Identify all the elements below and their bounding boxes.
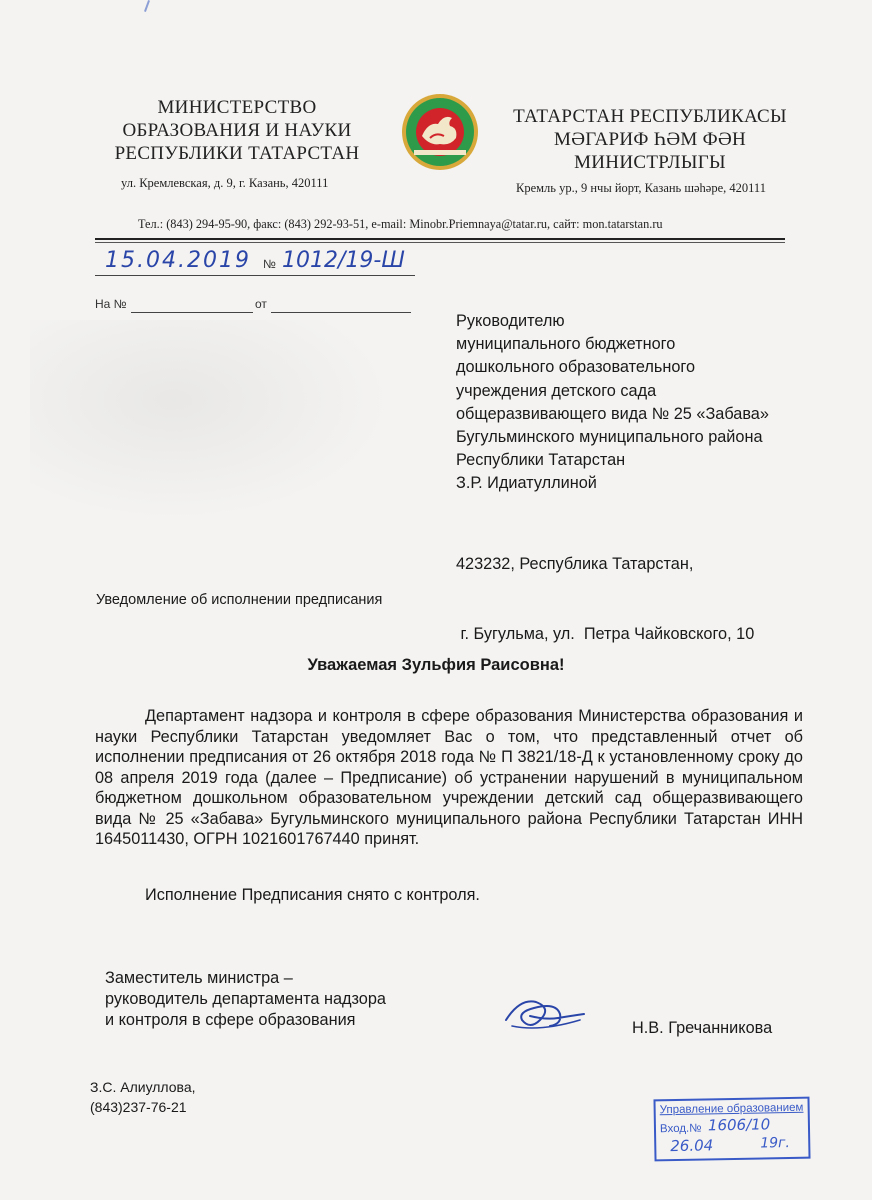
- header-left-line: РЕСПУБЛИКИ ТАТАРСТАН: [114, 143, 360, 164]
- recipient-line: Республики Татарстан: [456, 451, 626, 470]
- header-divider: [95, 238, 785, 240]
- recipient-line: общеразвивающего вида № 25 «Забава»: [456, 404, 769, 423]
- recipient-line: Бугульминского муниципального района: [456, 428, 763, 447]
- stamp-incoming-label: Вход.№: [659, 1122, 702, 1136]
- header-right-line: МӘГАРИФ ҺӘМ ФӘН: [554, 129, 746, 150]
- bleed-through: [30, 320, 390, 520]
- header-left-line: ОБРАЗОВАНИЯ И НАУКИ: [122, 120, 352, 141]
- executor-phone: (843)237-76-21: [90, 1099, 187, 1115]
- registration-date: 15.04.2019: [105, 248, 251, 273]
- header-divider-thin: [95, 242, 785, 243]
- subject-line: Уведомление об исполнении предписания: [96, 592, 383, 608]
- recipient-block: [456, 310, 836, 496]
- incoming-stamp: [653, 1097, 810, 1162]
- stamp-date: 26.04: [670, 1136, 714, 1156]
- recipient-line: дошкольного образовательного: [456, 358, 696, 377]
- header-right-line: МИНИСТРЛЫГЫ: [574, 152, 726, 173]
- header-left-title: [92, 96, 382, 165]
- header-right-line: ТАТАРСТАН РЕСПУБЛИКАСЫ: [513, 106, 787, 127]
- ref-number-underline: [131, 312, 253, 313]
- recipient-line: З.Р. Идиатуллиной: [456, 474, 597, 493]
- salutation: Уважаемая Зульфия Раисовна!: [307, 656, 565, 674]
- signer-position: [105, 968, 386, 1031]
- executor-block: [90, 1077, 196, 1117]
- signer-position-line: Заместитель министра –: [105, 969, 293, 987]
- ref-label: На №: [95, 297, 127, 311]
- reference-line: [95, 297, 415, 317]
- executor-name: З.С. Алиуллова,: [90, 1079, 196, 1095]
- recipient-address: [456, 507, 836, 669]
- number-label: №: [263, 257, 276, 271]
- stamp-incoming-number: 1606/10: [707, 1115, 771, 1135]
- tatarstan-coat-of-arms-icon: [400, 92, 480, 172]
- header-right-address: Кремль ур., 9 нчы йорт, Казань шәһәре, 420111: [516, 181, 766, 195]
- recipient-line: учреждения детского сада: [456, 381, 657, 400]
- header-contacts: Тел.: (843) 294-95-90, факс: (843) 292-93-51, e-mail: Minobr.Priemnaya@tatar.ru, сайт: mon.tatarstan.ru: [138, 217, 663, 231]
- ref-date-underline: [271, 312, 411, 313]
- recipient-line: Руководителю: [456, 312, 565, 330]
- registration-underline: [95, 275, 415, 276]
- recipient-line: муниципального бюджетного: [456, 335, 676, 354]
- signer-position-line: руководитель департамента надзора: [105, 990, 386, 1008]
- registration-line: [95, 248, 415, 280]
- stamp-year: 19г.: [760, 1134, 791, 1152]
- body-paragraph: Департамент надзора и контроля в сфере образования Министерства образования и науки Республики Татарстан уведомляет Вас о том, что представленный отчет об исполнении предписания от 26 октября 2018 года № П 3821/18-Д к установленному сроку до 08 апреля 2019 года (далее – Предписание) об устранении нарушений в муниципальном бюджетном дошкольном образовательном учреждении детский сад общеразвивающего вида № 25 «Забава» Бугульминского муниципального района Республики Татарстан ИНН 1645011430, ОГРН 1021601767440 принят.: [95, 707, 803, 848]
- stamp-title: Управление образованием: [659, 1101, 804, 1117]
- header-left-line: МИНИСТЕРСТВО: [157, 97, 317, 118]
- body-paragraph-closing: Исполнение Предписания снято с контроля.: [145, 886, 480, 904]
- registration-number: 1012/19-Ш: [282, 248, 405, 273]
- header-right-title: [495, 105, 805, 174]
- signer-name: Н.В. Гречанникова: [632, 1019, 773, 1037]
- ref-from-label: от: [255, 297, 267, 311]
- handwritten-signature-icon: [500, 990, 590, 1038]
- recipient-address-line: 423232, Республика Татарстан,: [456, 555, 694, 574]
- stray-mark: [144, 0, 150, 12]
- signer-position-line: и контроля в сфере образования: [105, 1011, 356, 1029]
- recipient-address-line: г. Бугульма, ул. Петра Чайковского, 10: [456, 625, 755, 644]
- header-left-address: ул. Кремлевская, д. 9, г. Казань, 420111: [121, 176, 329, 190]
